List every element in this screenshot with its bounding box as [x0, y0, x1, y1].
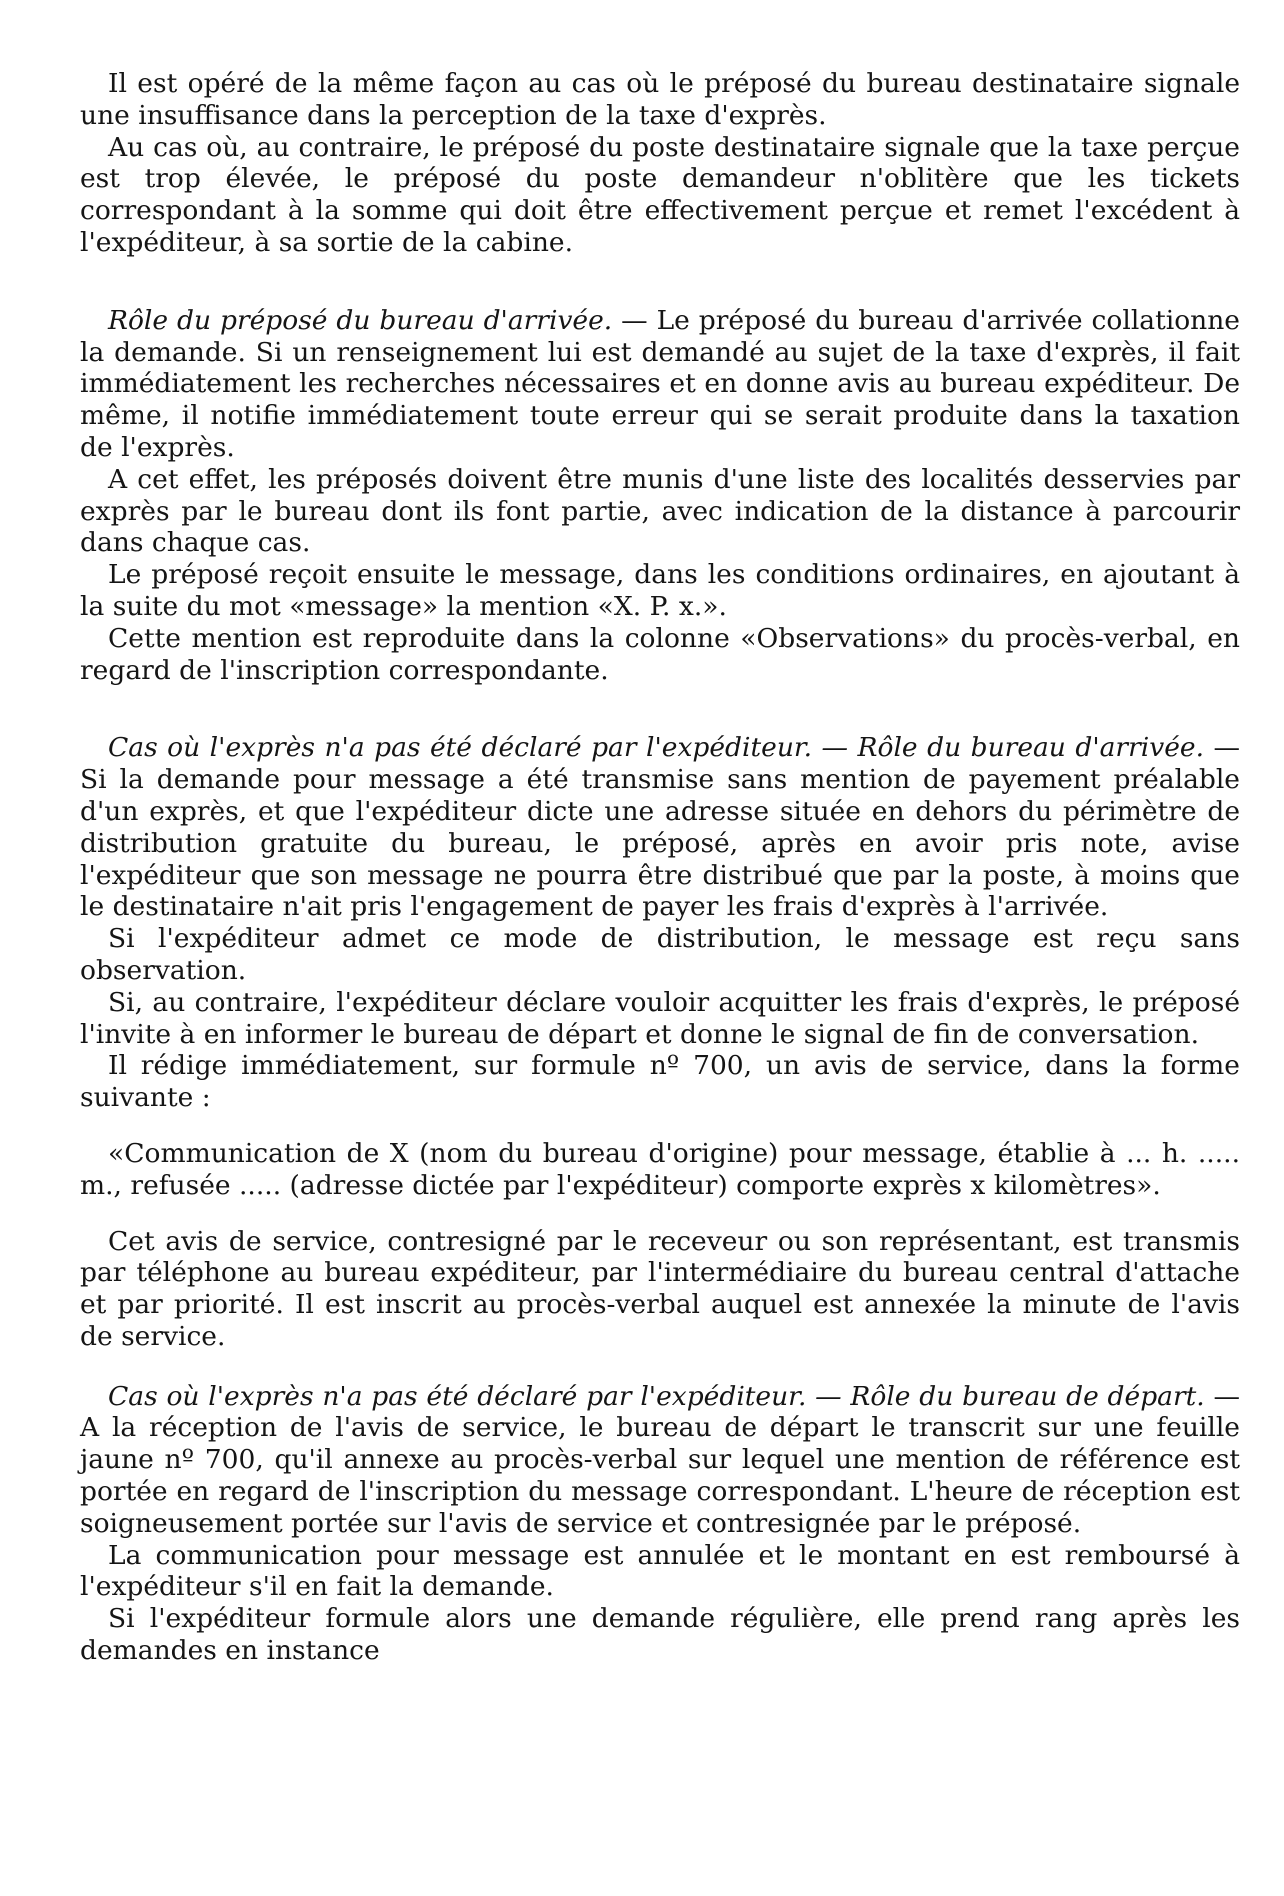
paragraph: Cet avis de service, contresigné par le receveur ou son représentant, est transmis par téléphone au bureau expéditeur, par l'intermédiaire du bureau central d'attache et par priorité. Il est inscrit au procès-verbal auquel est annexée la minute de l'avis de service.: [80, 1225, 1240, 1352]
paragraph: Il est opéré de la même façon au cas où le préposé du bureau destinataire signale une insuffisance dans la perception de la taxe d'exprès.: [80, 68, 1240, 131]
paragraph: Au cas où, au contraire, le préposé du poste destinataire signale que la taxe perçue est trop élevée, le préposé du poste demandeur n'oblitère que les tickets correspondant à la somme qui doit être effectivement perçue et remet l'excédent à l'expéditeur, à sa sortie de la cabine.: [80, 131, 1240, 258]
paragraph: Cette mention est reproduite dans la colonne «Observations» du procès-verbal, en regard de l'inscription correspondante.: [80, 622, 1240, 686]
section-heading: Rôle du préposé du bureau d'arrivée.: [108, 304, 613, 336]
section-heading: Cas où l'exprès n'a pas été déclaré par l'expéditeur. — Rôle du bureau d'arrivée.: [108, 732, 1204, 764]
paragraph: Il rédige immédiatement, sur formule nº 700, un avis de service, dans la forme suivante :: [80, 1050, 1240, 1114]
paragraph: Si l'expéditeur admet ce mode de distribution, le message est reçu sans observation.: [80, 923, 1240, 986]
paragraph: Le préposé reçoit ensuite le message, dans les conditions ordinaires, en ajoutant à la suite du mot «message» la mention «X. P. x.».: [80, 559, 1240, 622]
document-page: [80, 68, 1240, 1667]
section-paragraph-undeclared-arrival: Cas où l'exprès n'a pas été déclaré par l'expéditeur. — Rôle du bureau d'arrivée. — Si la demande pour message a été transmise sans mention de payement préalable d'un exprès, et que l'expéditeur dicte une adresse située en dehors du périmètre de distribution gratuite du bureau, le préposé, après en avoir pris note, avise l'expéditeur que son message ne pourra être distribué que par la poste, à moins que le destinataire n'ait pris l'engagement de payer les frais d'exprès à l'arrivée.: [80, 732, 1240, 923]
paragraph: Si, au contraire, l'expéditeur déclare vouloir acquitter les frais d'exprès, le préposé l'invite à en informer le bureau de départ et donne le signal de fin de conversation.: [80, 986, 1240, 1050]
section-paragraph-undeclared-departure: Cas où l'exprès n'a pas été déclaré par l'expéditeur. — Rôle du bureau de départ. — A la réception de l'avis de service, le bureau de départ le transcrit sur une feuille jaune nº 700, qu'il annexe au procès-verbal sur lequel une mention de référence est portée en regard de l'inscription du message correspondant. L'heure de réception est soigneusement portée sur l'avis de service et contresignée par le préposé.: [80, 1380, 1240, 1539]
section-heading: Cas où l'exprès n'a pas été déclaré par l'expéditeur. — Rôle du bureau de départ.: [108, 1380, 1205, 1412]
paragraph: La communication pour message est annulée et le montant en est remboursé à l'expéditeur s'il en fait la demande.: [80, 1539, 1240, 1603]
paragraph: A cet effet, les préposés doivent être munis d'une liste des localités desservies par exprès par le bureau dont ils font partie, avec indication de la distance à parcourir dans chaque cas.: [80, 463, 1240, 559]
paragraph: Si l'expéditeur formule alors une demande régulière, elle prend rang après les demandes en instance: [80, 1603, 1240, 1667]
service-notice-template: «Communication de X (nom du bureau d'origine) pour message, établie à ... h. ..... m., refusée ..... (adresse dictée par l'expéditeur) comporte exprès x kilomètres».: [80, 1137, 1240, 1201]
section-paragraph-arrival-role: Rôle du préposé du bureau d'arrivée. — Le préposé du bureau d'arrivée collationne la demande. Si un renseignement lui est demandé au sujet de la taxe d'exprès, il fait immédiatement les recherches nécessaires et en donne avis au bureau expéditeur. De même, il notifie immédiatement toute erreur qui se serait produite dans la taxation de l'exprès.: [80, 304, 1240, 463]
